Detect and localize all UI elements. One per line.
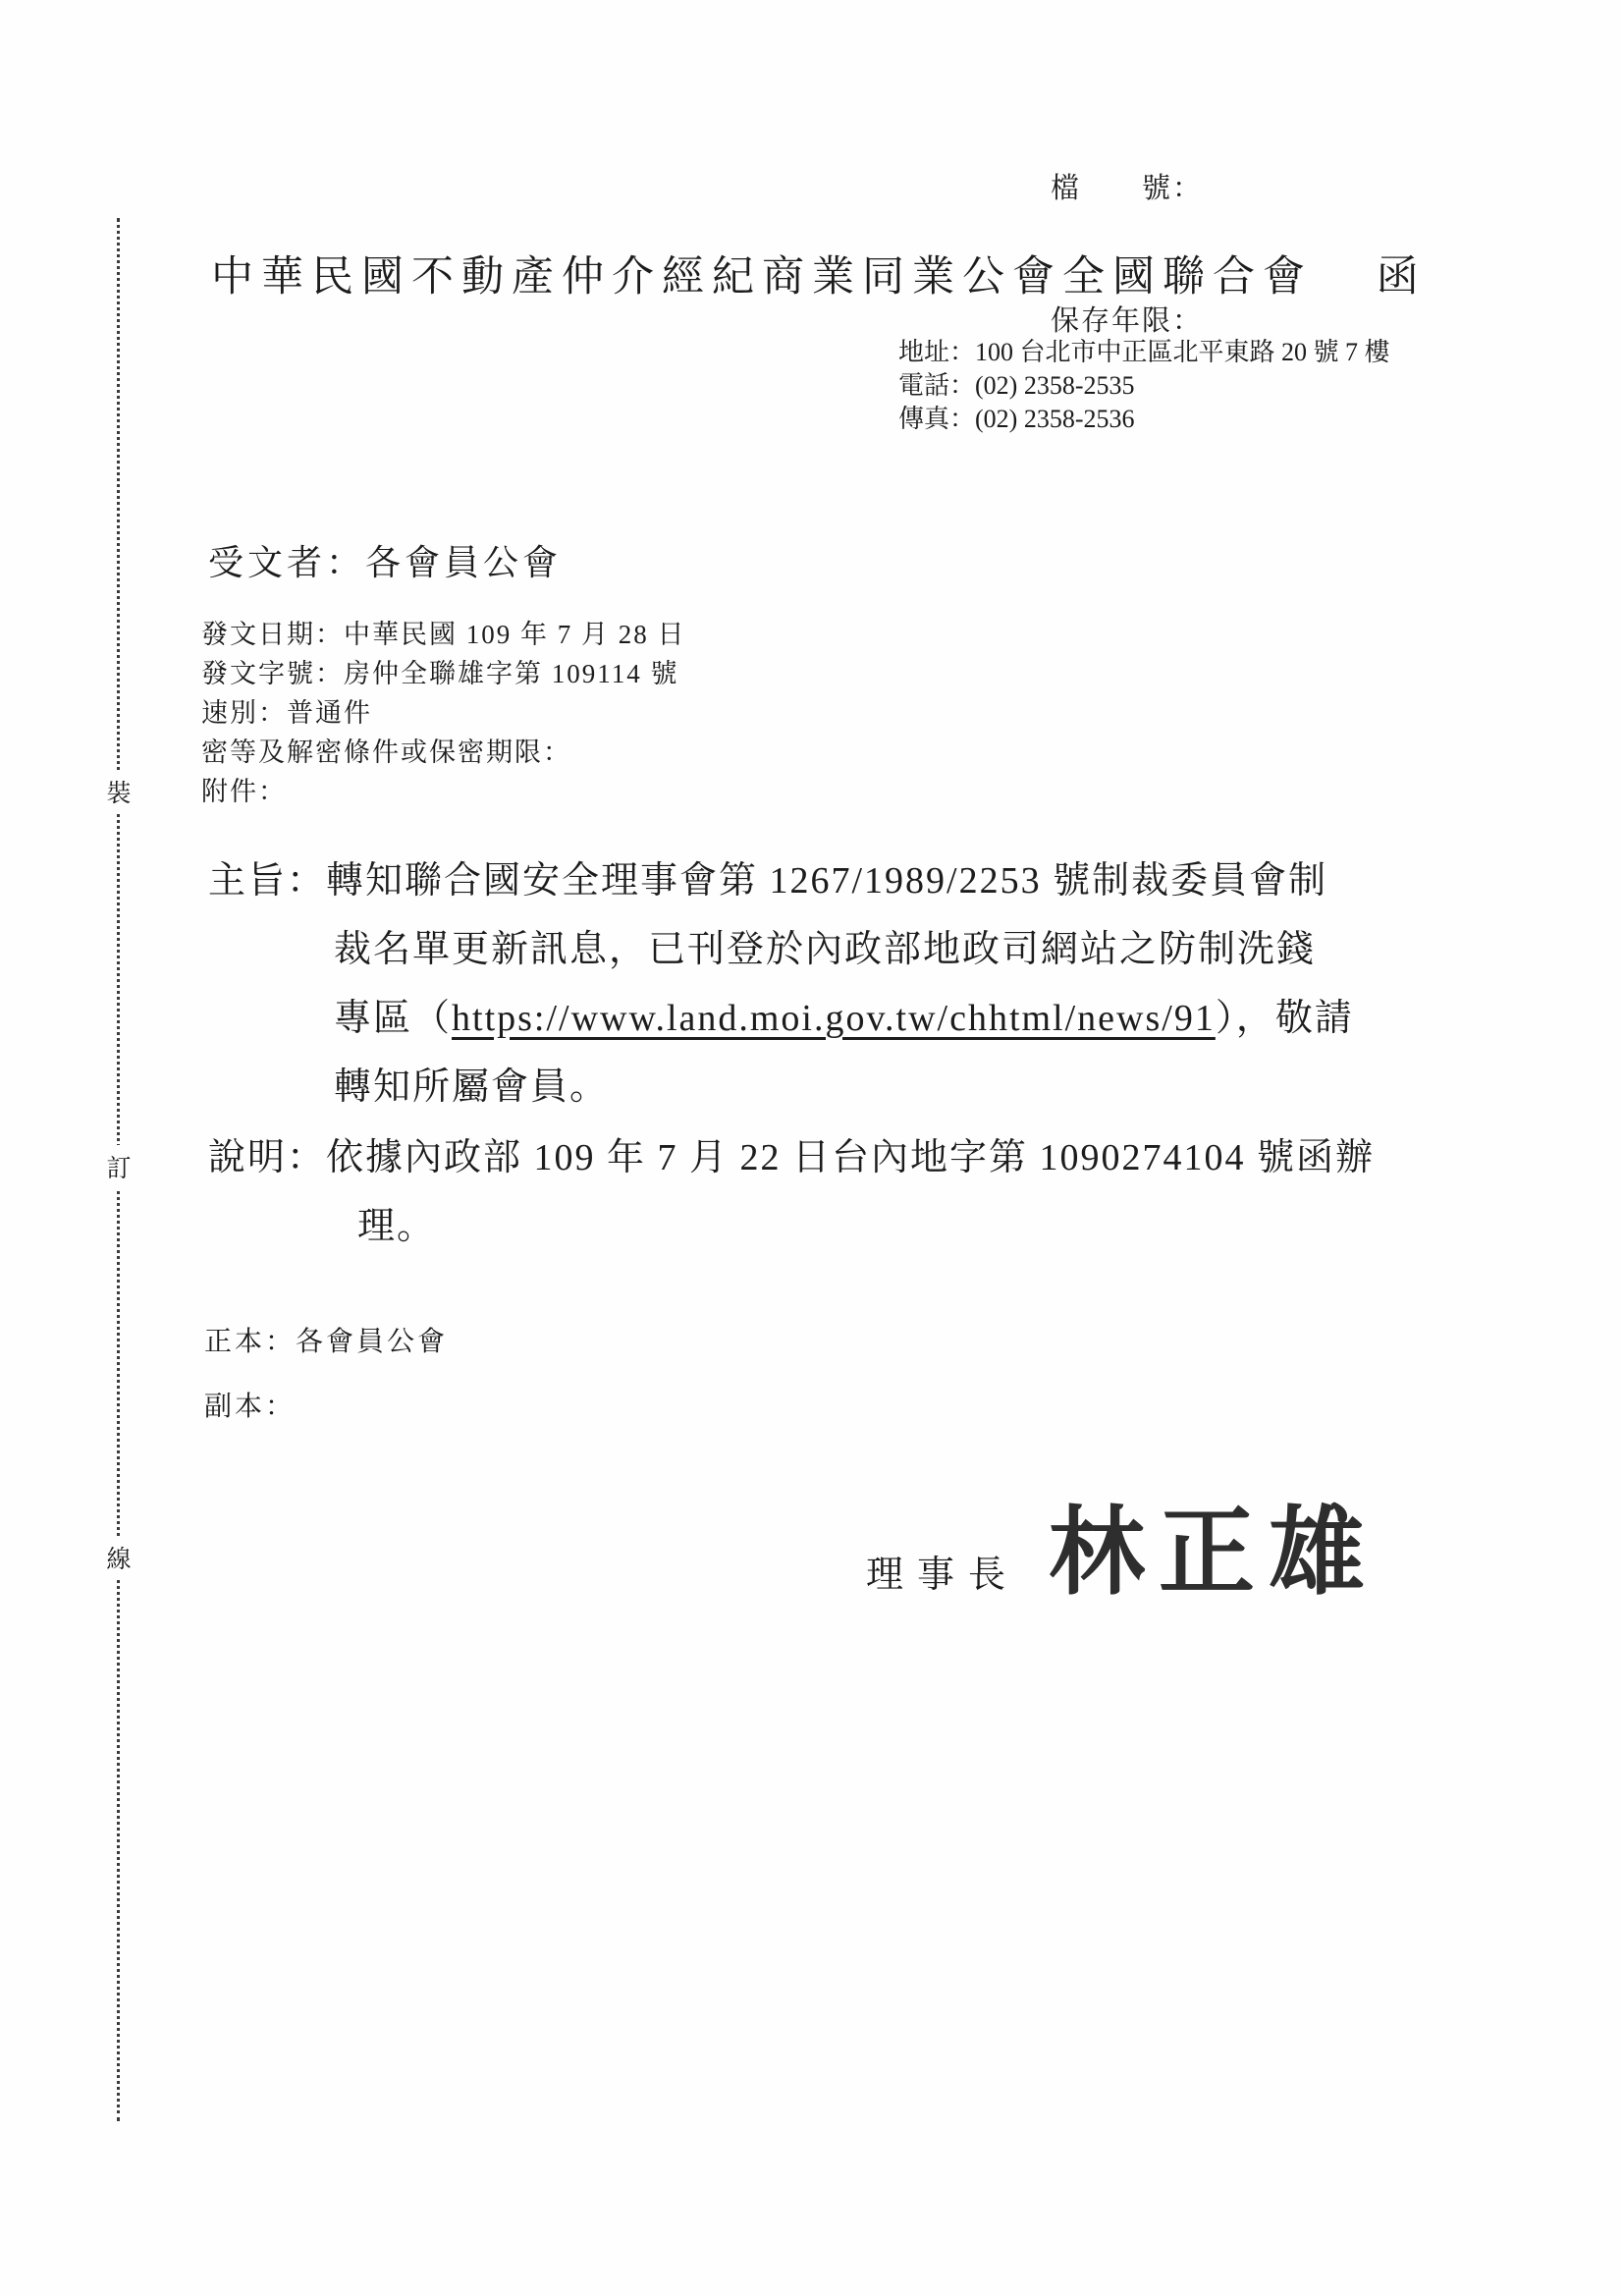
speed-class-line: 速別：普通件 bbox=[201, 698, 372, 728]
cc-line: 副本： bbox=[204, 1392, 297, 1422]
explanation-line-1: 說明：依據內政部 109 年 7 月 22 日台內地字第 1090274104 號函辦 bbox=[208, 1137, 1376, 1178]
binding-mark-xian: 線 bbox=[100, 1536, 137, 1579]
metadata-block bbox=[201, 615, 686, 811]
subject-line-2: 裁名單更新訊息，已刊登於內政部地政司網站之防制洗錢 bbox=[334, 929, 1317, 970]
contact-block bbox=[898, 336, 1390, 436]
fax-line: 傳真：(02) 2358-2536 bbox=[898, 405, 1135, 433]
signer-name: 林正雄 bbox=[1049, 1501, 1380, 1607]
attachment-line: 附件： bbox=[201, 777, 287, 806]
binding-mark-ding: 訂 bbox=[100, 1145, 137, 1188]
subject-line-3 bbox=[334, 984, 1354, 1053]
document-title bbox=[211, 244, 1427, 303]
subject-line-3-suffix: ），敬請 bbox=[1215, 998, 1354, 1039]
explanation-line-2: 理。 bbox=[357, 1206, 437, 1247]
file-no-label: 檔 號： bbox=[1051, 173, 1204, 204]
issue-date-line: 發文日期：中華民國 109 年 7 月 28 日 bbox=[201, 620, 686, 649]
subject-line-3-prefix: 專區（ bbox=[334, 998, 453, 1039]
binding-mark-zhuang: 裝 bbox=[100, 770, 137, 813]
phone-line: 電話：(02) 2358-2535 bbox=[898, 371, 1135, 400]
address-line: 地址：100 台北市中正區北平東路 20 號 7 樓 bbox=[898, 338, 1390, 366]
retention-period-label: 保存年限： bbox=[1051, 305, 1204, 337]
original-copy-line: 正本：各會員公會 bbox=[204, 1327, 449, 1357]
document-type: 函 bbox=[1376, 254, 1427, 301]
copies-section bbox=[204, 1310, 448, 1440]
explanation-section bbox=[208, 1123, 1375, 1261]
recipient-line: 受文者：各會員公會 bbox=[208, 543, 563, 582]
subject-section bbox=[208, 847, 1354, 1121]
security-class-line: 密等及解密條件或保密期限： bbox=[201, 738, 571, 767]
subject-line-1: 主旨：轉知聯合國安全理事會第 1267/1989/2253 號制裁委員會制 bbox=[208, 860, 1328, 902]
signer-title: 理事長 bbox=[866, 1555, 1020, 1596]
subject-line-4: 轉知所屬會員。 bbox=[334, 1066, 610, 1108]
issue-number-line: 發文字號：房仲全聯雄字第 109114 號 bbox=[201, 659, 679, 688]
moi-land-news-url[interactable]: https://www.land.moi.gov.tw/chhtml/news/91 bbox=[452, 998, 1216, 1039]
organization-name: 中華民國不動產仲介經紀商業同業公會全國聯合會 bbox=[211, 254, 1313, 301]
